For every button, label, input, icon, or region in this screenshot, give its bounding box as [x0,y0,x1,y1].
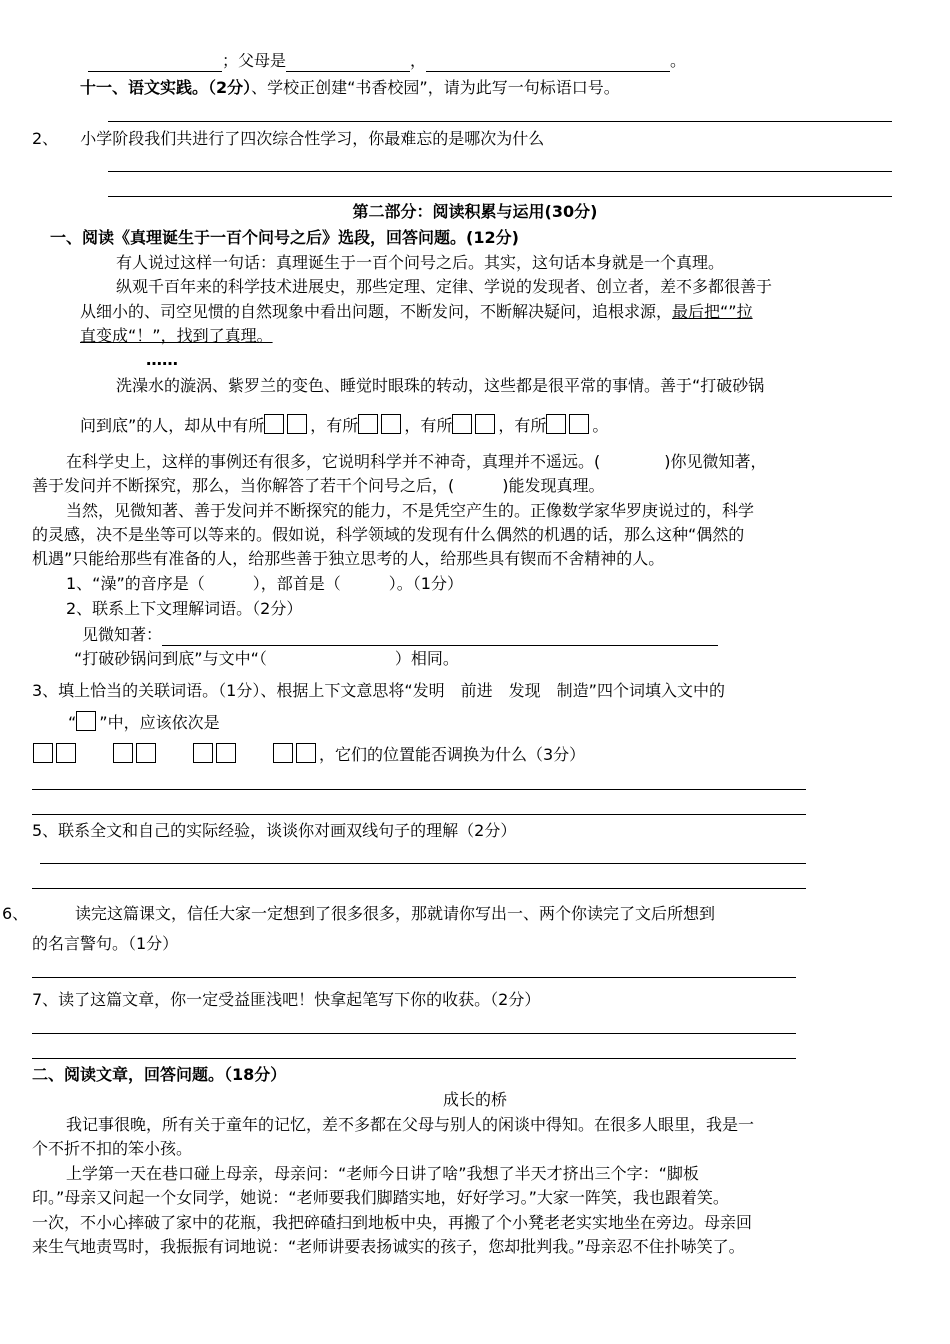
top-fill-line: ；父母是 ， 。 [88,50,686,72]
answer-line[interactable] [32,814,806,815]
fill-box[interactable] [113,743,133,763]
answer-blank[interactable] [162,627,718,646]
answer-line[interactable] [32,888,806,889]
q2: 2、联系上下文理解词语。（2分） [66,599,303,618]
fill-box[interactable] [264,414,284,434]
fill-box[interactable] [193,743,213,763]
fill-box[interactable] [546,414,566,434]
fill-box[interactable] [76,711,96,731]
sec1-p1: 有人说过这样一句话：真理诞生于一百个问号之后。其实，这句话本身就是一个真理。 [116,253,725,272]
q7: 7、读了这篇文章，你一定受益匪浅吧！快拿起笔写下你的收获。（2分） [32,990,541,1009]
answer-line[interactable] [108,196,892,197]
blank[interactable] [286,53,410,72]
fill-box[interactable] [475,414,495,434]
blank[interactable] [88,53,222,72]
q2b: “打破砂锅问到底”与文中“（ ）相同。 [74,649,459,668]
blank[interactable] [426,53,670,72]
q11-text: 、学校正创建“书香校园”，请为此写一句标语口号。 [251,78,620,97]
sec1-p2b: 从细小的、司空见惯的自然现象中看出问题，不断发问，不断解决疑问，追根求源，最后把“”拉 [80,302,753,321]
answer-line[interactable] [40,863,806,864]
q2a: 见微知著： [82,624,718,646]
answer-line[interactable] [32,789,806,790]
q11-2-line: 2、 小学阶段我们共进行了四次综合性学习，你最难忘的是哪次为什么 [32,129,545,148]
sec1-p3a: 洗澡水的漩涡、紫罗兰的变色、睡觉时眼珠的转动，这些都是很平常的事情。善于“打破砂锅 [116,376,765,395]
fill-box[interactable] [452,414,472,434]
sec1-p5a: 当然，见微知著、善于发问并不断探究的能力，不是凭空产生的。正像数学家华罗庚说过的，科学 [66,501,755,520]
fill-box[interactable] [216,743,236,763]
double-line-sentence: 最后把“”拉 [672,302,753,321]
q6a: 读完这篇课文，信任大家一定想到了很多很多，那就请你写出一、两个你读完了文后所想到 [75,904,716,923]
sec2-title: 二、阅读文章，回答问题。（18分） [32,1065,287,1084]
q3a: 3、填上恰当的关联词语。（1分）、根据上下文意思将“发明 前进 发现 制造”四个词填入文中的 [32,681,725,700]
q1: 1、“澡”的音序是（ ），部首是（ ）。（1分） [66,574,463,593]
story-title: 成长的桥 [442,1090,507,1109]
fill-box[interactable] [33,743,53,763]
q11-line [80,77,620,99]
fill-box[interactable] [569,414,589,434]
fill-box[interactable] [381,414,401,434]
q3b: “ ”中，应该依次是 [68,713,220,732]
fill-box[interactable] [136,743,156,763]
q11-title: 十一、语文实践。（2分） [80,78,252,97]
answer-line[interactable] [32,1058,796,1059]
sec1-p5b: 的灵感，决不是坐等可以等来的。假如说，科学领域的发现有什么偶然的机遇的话，那么这种“偶然的 [32,525,745,544]
sec1-p4b: 善于发问并不断探究，那么，当你解答了若干个问号之后，( )能发现真理。 [32,476,605,495]
sec1-p5c: 机遇”只能给那些有准备的人，给那些善于独立思考的人，给那些具有锲而不舍精神的人。 [32,549,665,568]
sec1-p2a: 纵观千百年来的科学技术进展史，那些定理、定律、学说的发现者、创立者，差不多都很善于 [116,277,773,296]
sec2-p2d: 来生气地责骂时，我振振有词地说：“老师讲要表扬诚实的孩子，您却批判我。”母亲忍不住扑哧笑了。 [32,1237,745,1256]
sec1-p4a: 在科学史上，这样的事例还有很多，它说明科学并不神奇，真理并不遥远。( )你见微知著， [66,452,767,471]
sec1-p3b: 问到底”的人，却从中有所 ，有所 ，有所 ，有所 。 [80,416,609,435]
sec2-p1a: 我记事很晚，所有关于童年的记忆，差不多都在父母与别人的闲谈中得知。在很多人眼里，我是一 [66,1115,755,1134]
answer-line[interactable] [32,977,796,978]
part2-title: 第二部分：阅读积累与运用(30分) [352,202,598,221]
fill-box[interactable] [296,743,316,763]
sec2-p2a: 上学第一天在巷口碰上母亲，母亲问：“老师今日讲了啥”我想了半天才挤出三个字：“脚板 [66,1164,699,1183]
ellipsis: …… [146,350,178,369]
answer-line[interactable] [32,1033,796,1034]
q6b: 的名言警句。（1分） [32,934,179,953]
fill-box[interactable] [273,743,293,763]
fill-box[interactable] [358,414,378,434]
sec1-title: 一、阅读《真理诞生于一百个问号之后》选段，回答问题。(12分) [50,228,519,247]
sec2-p2c: 一次，不小心摔破了家中的花瓶，我把碎碴扫到地板中央，再搬了个小凳老老实实地坐在旁边。母亲回 [32,1213,753,1232]
q3c: ，它们的位置能否调换为什么（3分） [33,743,585,766]
sec2-p1b: 个不折不扣的笨小孩。 [32,1139,193,1158]
answer-line[interactable] [108,121,892,122]
answer-line[interactable] [108,171,892,172]
q6-num: 6、 [2,904,29,923]
fill-box[interactable] [56,743,76,763]
fill-box[interactable] [287,414,307,434]
q5: 5、联系全文和自己的实际经验，谈谈你对画双线句子的理解（2分） [32,821,517,840]
sec1-p2c: 直变成“！”，找到了真理。 [80,326,273,345]
sec2-p2b: 印。”母亲又问起一个女同学，她说：“老师要我们脚踏实地，好好学习。”大家一阵笑，我也跟着笑。 [32,1188,729,1207]
